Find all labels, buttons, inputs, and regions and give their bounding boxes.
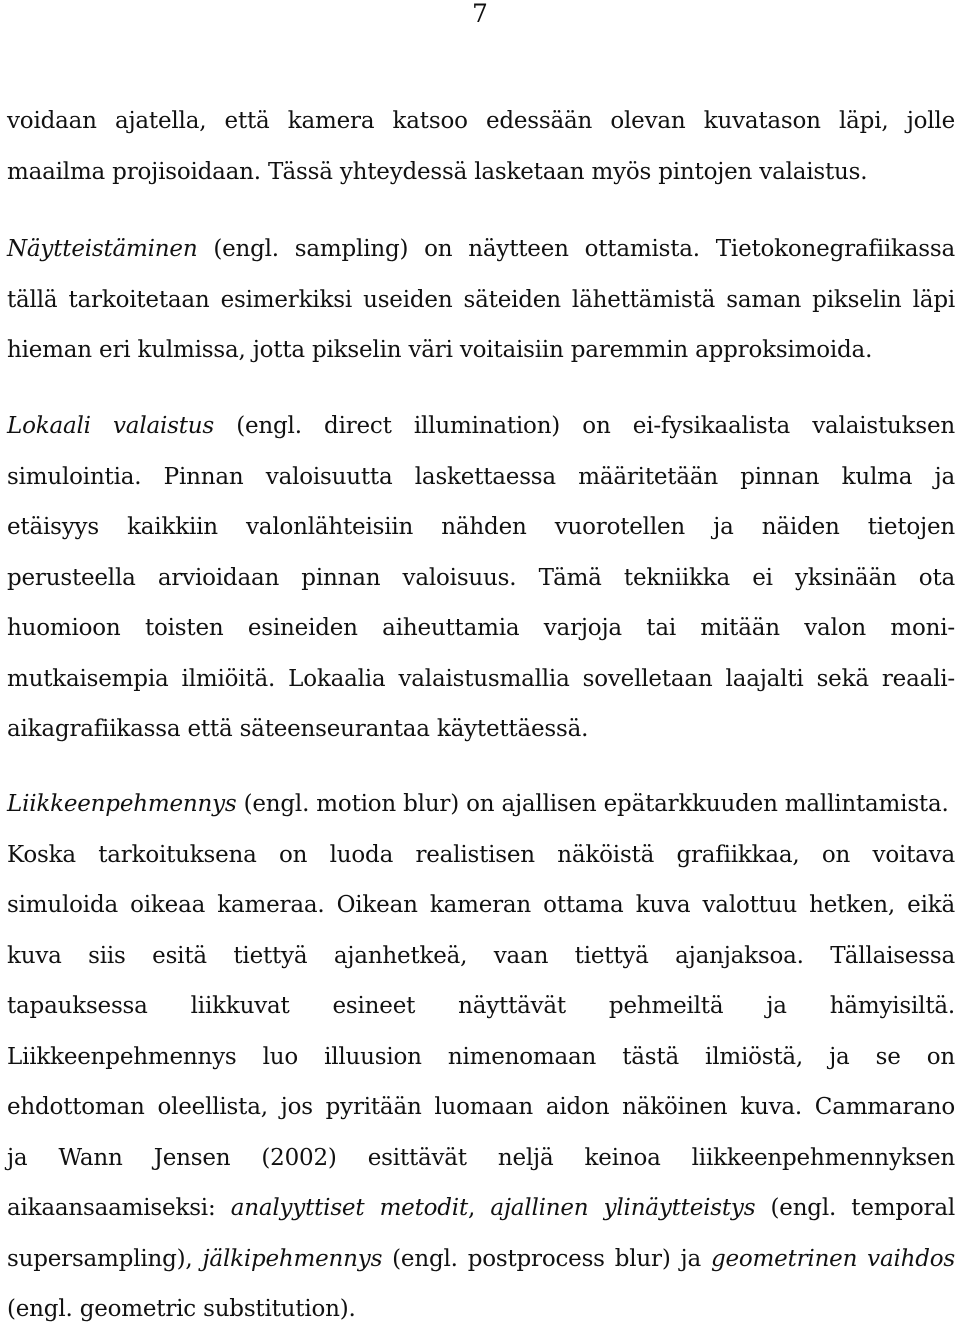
text-line: huomioon toisten esineiden aiheuttamia varjoja tai mitään valon moni- [7, 615, 955, 641]
text-line: (engl. geometric substitution). [7, 1296, 356, 1322]
text-segment: (engl. motion blur) on ajallisen epätarkkuuden mallintamista. [236, 791, 949, 817]
paragraph-camera-projection [7, 96, 955, 197]
text-segment: (engl. postprocess blur) ja [382, 1245, 711, 1272]
text-line: simulointia. Pinnan valoisuutta laskettaessa määritetään pinnan kulma ja [7, 463, 955, 490]
page-number: 7 [472, 0, 488, 28]
text-segment: (engl. temporal [755, 1195, 955, 1221]
text-line [7, 401, 955, 452]
text-segment: supersampling), [7, 1245, 203, 1272]
text-segment: aikaansaamiseksi: [7, 1195, 231, 1221]
text-line: hieman eri kulmissa, jotta pikselin väri voitaisiin paremmin approksimoida. [7, 337, 873, 363]
text-line: tapauksessa liikkuvat esineet näyttävät pehmeiltä ja hämyisiltä. [7, 993, 955, 1019]
text-segment: , [468, 1195, 491, 1221]
text-line [7, 1234, 955, 1285]
text-segment: (engl. direct illumination) on ei-fysikaalista valaistuksen [214, 413, 955, 439]
text-line: voidaan ajatella, että kamera katsoo edessään olevan kuvatason läpi, jolle [7, 108, 955, 134]
term-liikkeenpehmennys: Liikkeenpehmennys [7, 791, 237, 817]
text-line: tällä tarkoitetaan esimerkiksi useiden säteiden lähettämistä saman pikselin läpi [7, 286, 955, 313]
term-naytteistaminen: Näytteistäminen [7, 236, 198, 262]
term-analyyttiset-metodit: analyyttiset metodit [230, 1195, 469, 1221]
text-line: aikagrafiikassa että säteenseurantaa käytettäessä. [7, 716, 589, 742]
text-line: maailma projisoidaan. Tässä yhteydessä lasketaan myös pintojen valaistus. [7, 158, 868, 185]
paragraph-sampling [7, 224, 955, 376]
term-jalkipehmennys: jälkipehmennys [202, 1245, 383, 1272]
text-line: etäisyys kaikkiin valonlähteisiin nähden vuorotellen ja näiden tietojen [7, 514, 955, 540]
term-geometrinen-vaihdos: geometrinen vaihdos [710, 1245, 956, 1272]
term-ajallinen-ylinaytteistys: ajallinen ylinäytteistys [490, 1195, 756, 1221]
text-line: Koska tarkoituksena on luoda realistisen näköistä grafiikkaa, on voitava [7, 841, 955, 868]
text-line [7, 224, 955, 275]
text-line: mutkaisempia ilmiöitä. Lokaalia valaistusmallia sovelletaan laajalti sekä reaali- [7, 665, 955, 692]
paragraph-motion-blur [7, 779, 955, 1335]
text-line: perusteella arvioidaan pinnan valoisuus. Tämä tekniikka ei yksinään ota [7, 564, 955, 591]
text-line: ja Wann Jensen (2002) esittävät neljä keinoa liikkeenpehmennyksen [7, 1144, 955, 1171]
text-line [7, 1183, 955, 1234]
text-line: ehdottoman oleellista, jos pyritään luomaan aidon näköinen kuva. Cammarano [7, 1094, 955, 1120]
text-line: simuloida oikeaa kameraa. Oikean kameran ottama kuva valottuu hetken, eikä [7, 892, 955, 918]
text-line [7, 779, 955, 830]
text-line: kuva siis esitä tiettyä ajanhetkeä, vaan tiettyä ajanjaksoa. Tällaisessa [7, 942, 955, 969]
paragraph-local-illumination [7, 401, 955, 755]
text-segment: (engl. sampling) on näytteen ottamista. Tietokonegrafiikassa [197, 236, 955, 262]
term-lokaali-valaistus: Lokaali valaistus [7, 413, 215, 439]
text-line: Liikkeenpehmennys luo illuusion nimenomaan tästä ilmiöstä, ja se on [7, 1043, 955, 1070]
